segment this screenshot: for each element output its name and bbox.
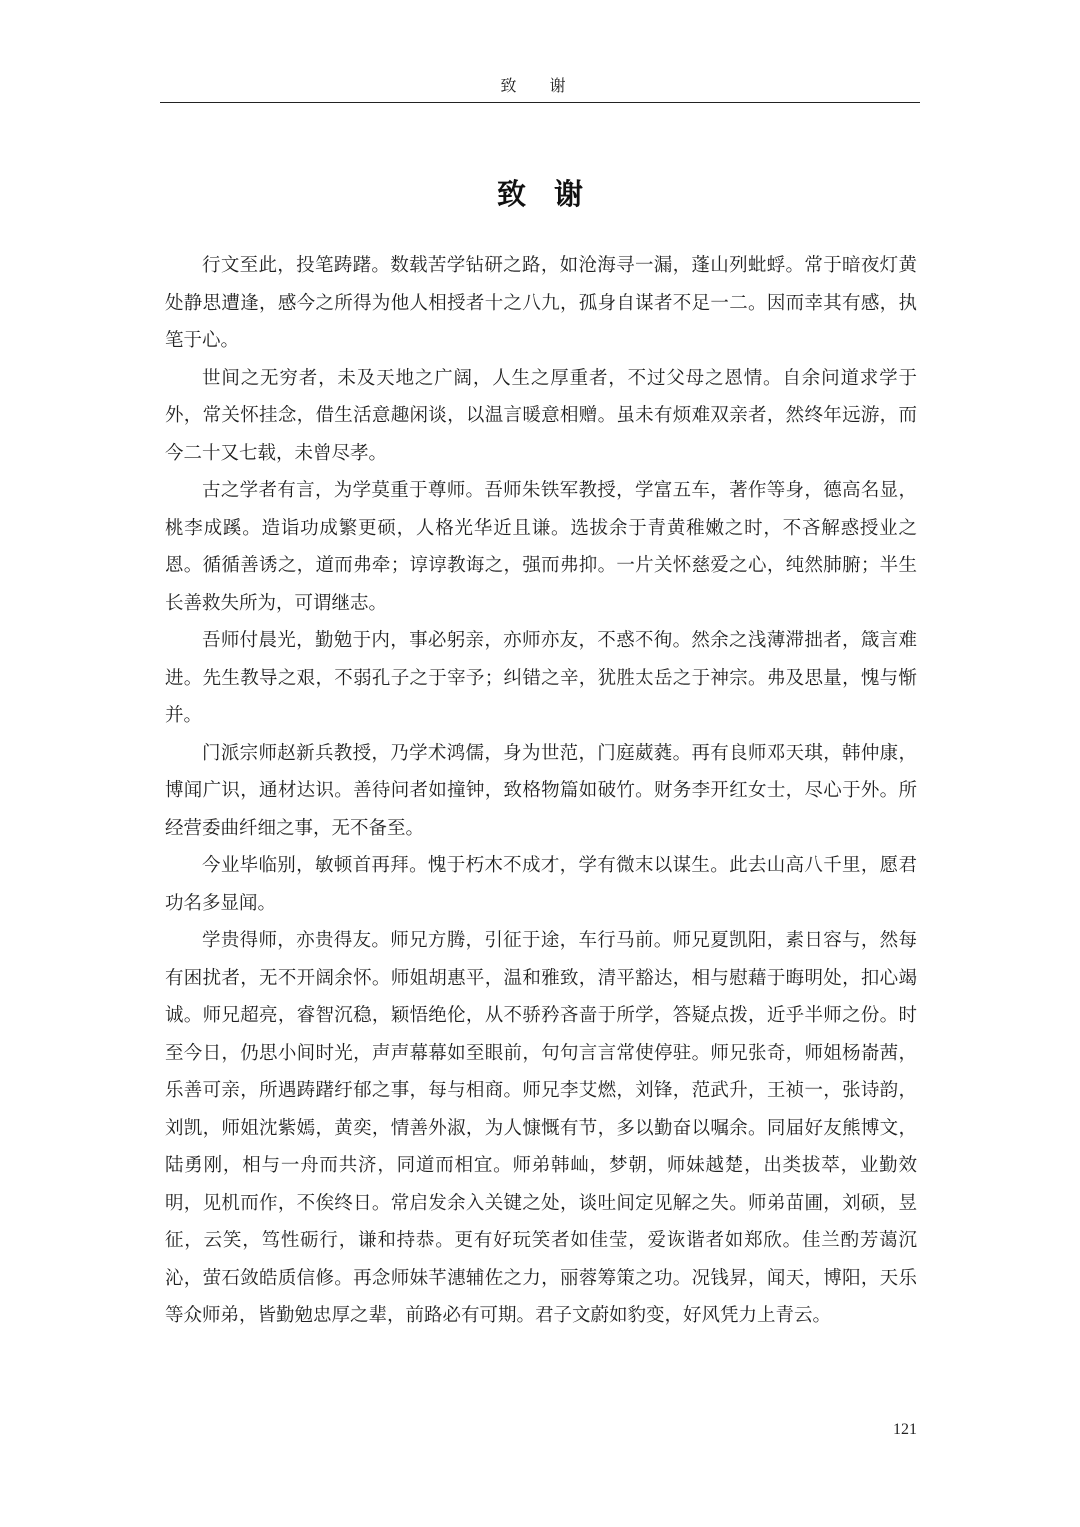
paragraph: 行文至此，投笔踌躇。数载苦学钻研之路，如沧海寻一漏，蓬山列蚍蜉。常于暗夜灯黄处静思遭逢，感今之所得为他人相授者十之八九，孤身自谋者不足一二。因而幸其有感，执笔于心。 [165, 255, 917, 351]
paragraph: 学贵得师，亦贵得友。师兄方腾，引征于途，车行马前。师兄夏凯阳，素日容与，然每有困扰者，无不开阔余怀。师姐胡惠平，温和雅致，清平豁达，相与慰藉于晦明处，扣心竭诚。师兄超亮，睿智沉稳，颖悟绝伦，从不骄矜吝啬于所学，答疑点拨，近乎半师之份。时至今日，仍思小间时光，声声幕幕如至眼前，句句言言常使停驻。师兄张奇，师姐杨嵛茜，乐善可亲，所遇踌躇纡郁之事，每与相商。师兄李艾燃，刘锋，范武升，王祯一，张诗韵，刘凯，师姐沈紫嫣，黄奕，情善外淑，为人慷慨有节，多以勤奋以嘱余。同届好友熊博文，陆勇刚，相与一舟而共济，同道而相宜。师弟韩屾，梦朝，师妹越楚，出类拔萃，业勤效明，见机而作，不俟终日。常启发余入关键之处，谈吐间定见解之失。师弟苗圃，刘硕，昱征，云笑，笃性砺行，谦和持恭。更有好玩笑者如佳莹，爱诙谐者如郑欣。佳兰酌芳蔼沉沁，萤石敛皓质信修。再念师妹芊潓辅佐之力，丽蓉筹策之功。况钱昇，闻天，博阳，天乐等众师弟，皆勤勉忠厚之辈，前路必有可期。君子文蔚如豹变，好风凭力上青云。 [165, 930, 917, 1326]
page-number: 121 [893, 1421, 917, 1438]
paragraph: 门派宗师赵新兵教授，乃学术鸿儒，身为世范，门庭葳蕤。再有良师邓天琪，韩仲康，博闻广识，通材达识。善待问者如撞钟，致格物篇如破竹。财务李开红女士，尽心于外。所经营委曲纤细之事，无不备至。 [165, 742, 917, 839]
running-header: 致 谢 [160, 72, 920, 103]
paragraph: 今业毕临别，敏顿首再拜。愧于朽木不成才，学有微末以谋生。此去山高八千里，愿君功名多显闻。 [165, 855, 917, 914]
paragraph: 吾师付晨光，勤勉于内，事必躬亲，亦师亦友，不惑不徇。然余之浅薄滞拙者，箴言难进。先生教导之艰，不弱孔子之于宰予；纠错之辛，犹胜太岳之于神宗。弗及思量，愧与惭并。 [165, 630, 917, 726]
paragraph: 古之学者有言，为学莫重于尊师。吾师朱铁军教授，学富五车，著作等身，德高名显，桃李成蹊。造诣功成繁更硕，人格光华近且谦。选拔余于青黄稚嫩之时，不吝解惑授业之恩。循循善诱之，道而弗牵；谆谆教诲之，强而弗抑。一片关怀慈爱之心，纯然肺腑；半生长善救失所为，可谓继志。 [165, 480, 917, 614]
page-title: 致谢 [496, 177, 611, 211]
paragraph: 世间之无穷者，未及天地之广阔，人生之厚重者，不过父母之恩情。自余问道求学于外，常关怀挂念，借生活意趣闲谈，以温言暖意相赠。虽未有烦难双亲者，然终年远游，而今二十又七载，未曾尽孝。 [165, 367, 917, 464]
body-text [165, 247, 917, 1335]
